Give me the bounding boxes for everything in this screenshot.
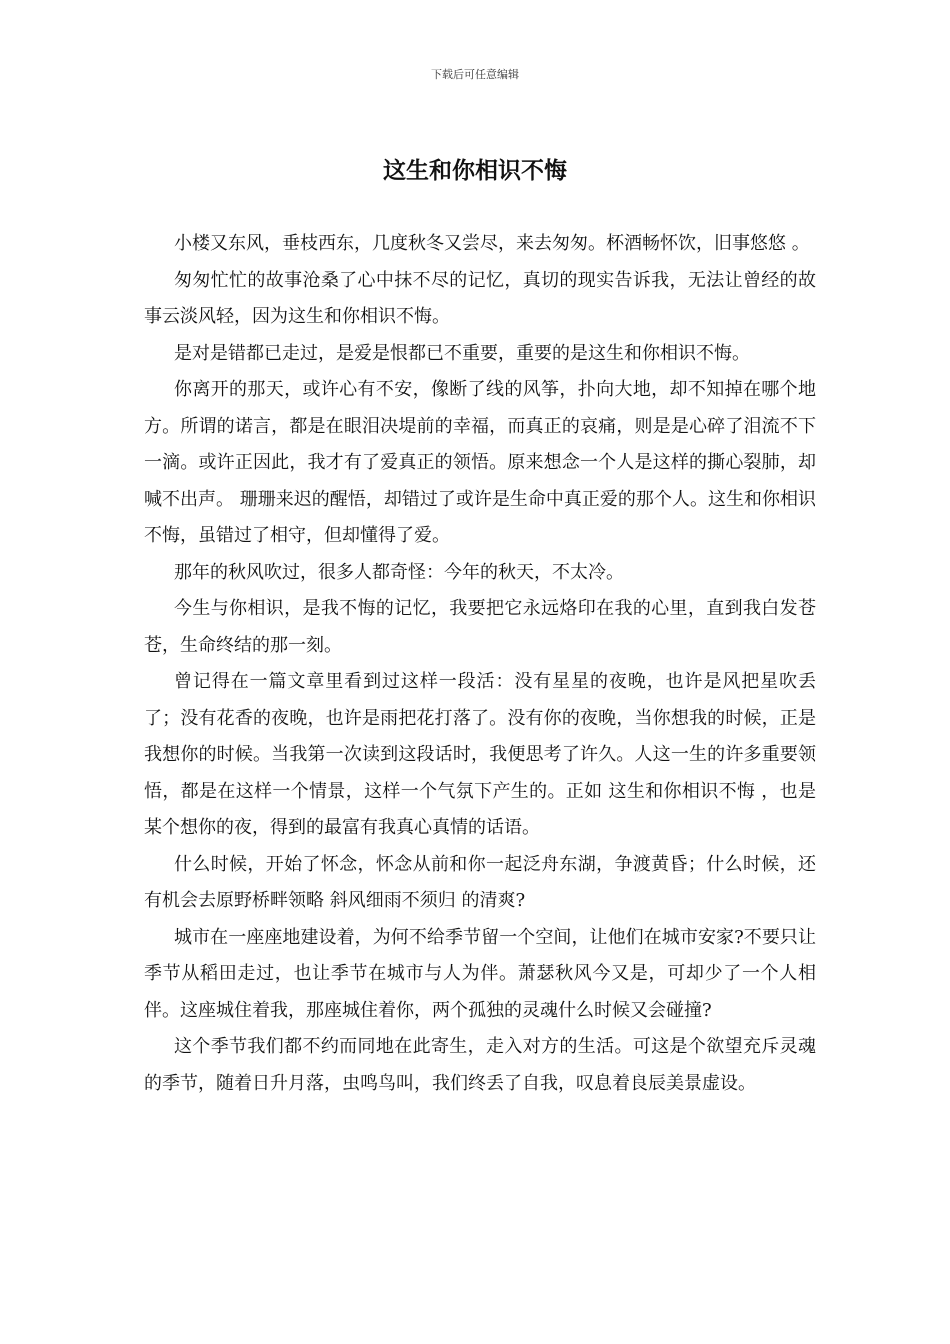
paragraph: 什么时候，开始了怀念，怀念从前和你一起泛舟东湖，争渡黄昏；什么时候，还有机会去原野桥畔领略 斜风细雨不须归 的清爽?	[144, 853, 816, 911]
paragraph: 小楼又东风，垂枝西东，几度秋冬又尝尽，来去匆匆。杯酒畅怀饮，旧事悠悠 。	[174, 233, 810, 254]
paragraph: 那年的秋风吹过，很多人都奇怪：今年的秋天，不太冷。	[174, 561, 624, 583]
paragraph: 这个季节我们都不约而同地在此寄生，走入对方的生活。可这是个欲望充斥灵魂的季节，随着日升月落，虫鸣鸟叫，我们终丢了自我，叹息着良辰美景虚设。	[144, 1036, 816, 1094]
paragraph: 是对是错都已走过，是爱是恨都已不重要，重要的是这生和你相识不悔。	[174, 342, 750, 364]
paragraph: 城市在一座座地建设着，为何不给季节留一个空间，让他们在城市安家?不要只让季节从稻田走过，也让季节在城市与人为伴。萧瑟秋风今又是，可却少了一个人相伴。这座城住着我，那座城住着你，两个孤独的灵魂什么时候又会碰撞?	[144, 926, 816, 1021]
paragraph: 曾记得在一篇文章里看到过这样一段活：没有星星的夜晚，也许是风把星吹丢了；没有花香的夜晚，也许是雨把花打落了。没有你的夜晚，当你想我的时候，正是我想你的时候。当我第一次读到这段话时，我便思考了许久。人这一生的许多重要领悟，都是在这样一个情景，这样一个气氛下产生的。正如 这生和你相识不悔 ，也是某个想你的夜，得到的最富有我真心真情的话语。	[144, 671, 816, 838]
document-title: 这生和你相识不悔	[383, 157, 567, 184]
header-note: 下载后可任意编辑	[431, 68, 519, 81]
paragraph: 今生与你相识，是我不悔的记忆，我要把它永远烙印在我的心里，直到我白发苍苍，生命终结的那一刻。	[144, 598, 816, 656]
paragraph: 你离开的那天，或许心有不安，像断了线的风筝，扑向大地，却不知掉在哪个地方。所谓的诺言，都是在眼泪决堤前的幸福，而真正的哀痛，则是是心碎了泪流不下一滴。或许正因此，我才有了爱真正的领悟。原来想念一个人是这样的撕心裂肺，却喊不出声。 珊珊来迟的醒悟，却错过了或许是生命中真正爱的那个人。这生和你相识不悔，虽错过了相守，但却懂得了爱。	[144, 379, 816, 546]
article-body	[144, 226, 816, 1102]
paragraph: 匆匆忙忙的故事沧桑了心中抹不尽的记忆，真切的现实告诉我，无法让曾经的故事云淡风轻，因为这生和你相识不悔。	[144, 269, 816, 327]
